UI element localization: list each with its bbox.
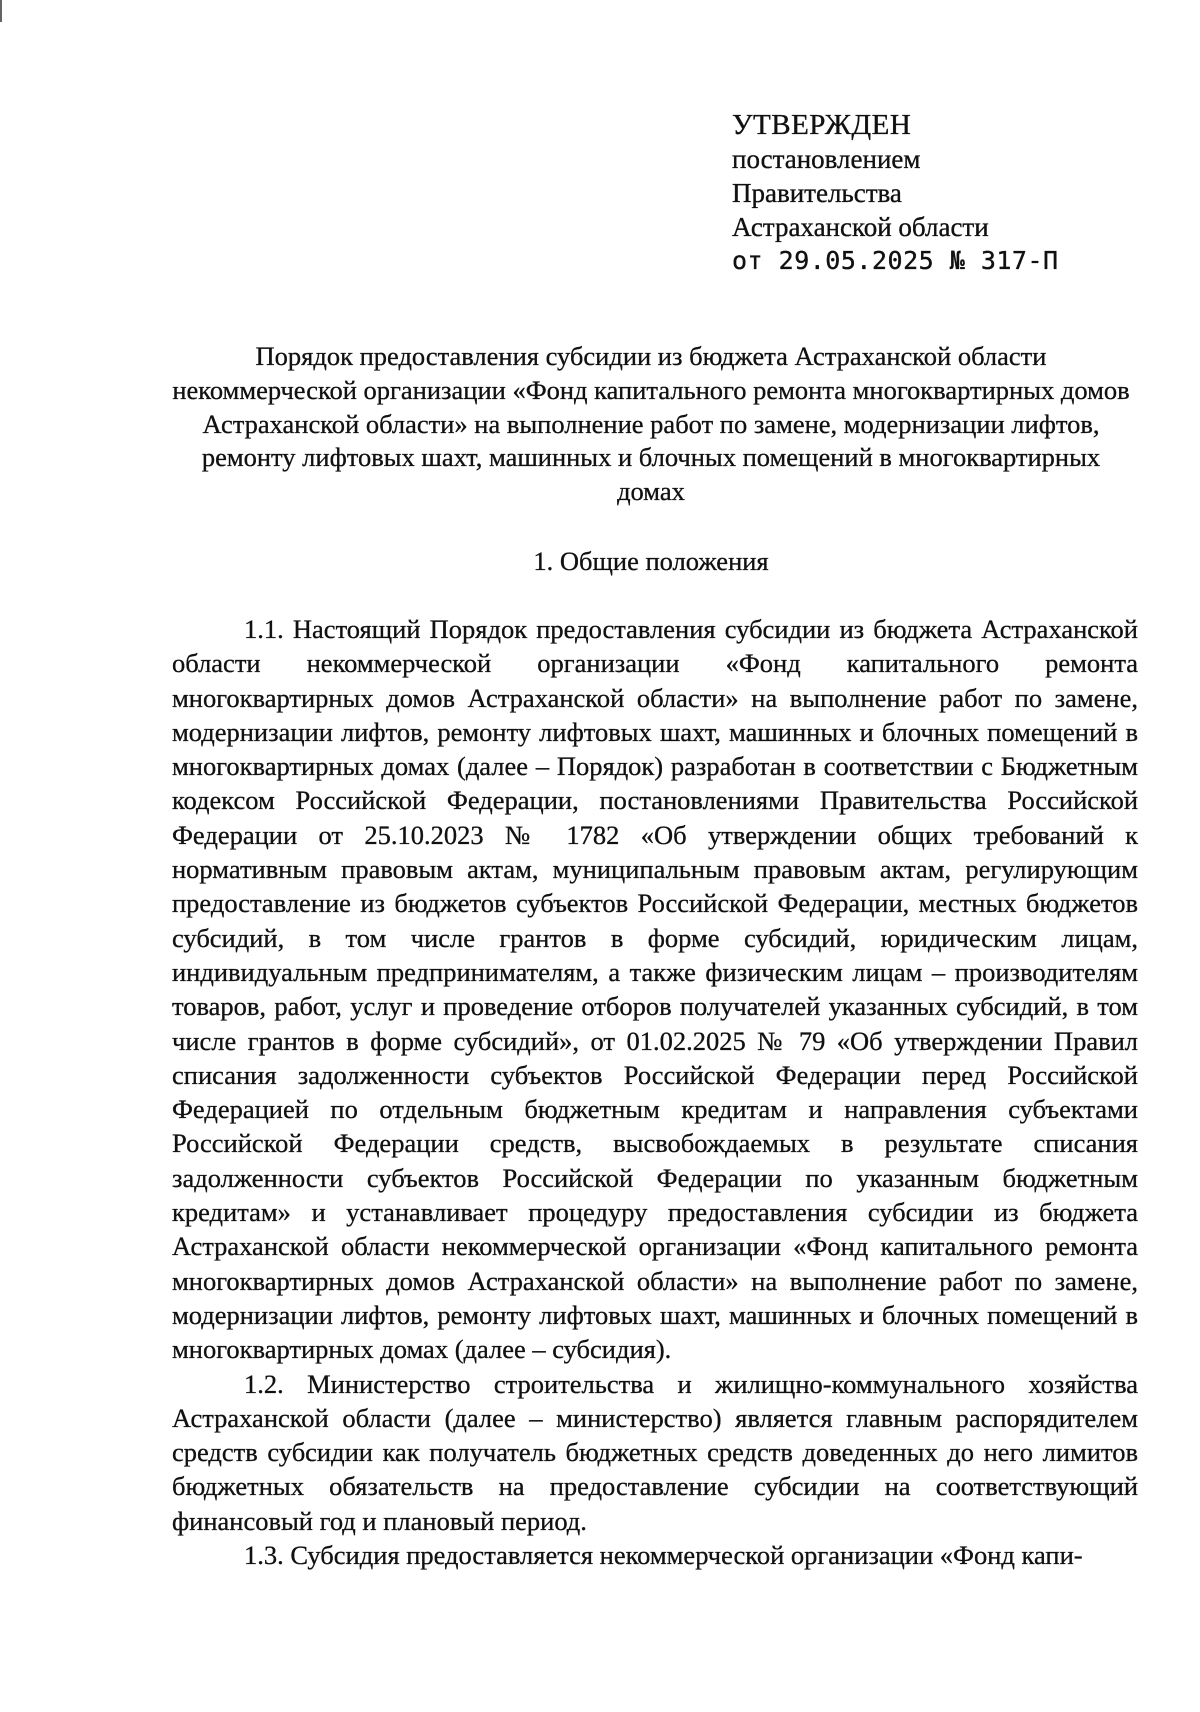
approval-title: УТВЕРЖДЕН bbox=[732, 109, 912, 141]
document-body bbox=[172, 612, 1138, 1572]
approval-block bbox=[732, 108, 1059, 278]
paragraph-1-2: 1.2. Министерство строительства и жилищно-коммунального хозяйства Астраханской области (далее – министерство) является главным распорядителем средств субсидии как получатель бюджетных средств доведенных до него лимитов бюджетных обязательств на предоставление субсидии на соответствующий финансовый год и плановый период. bbox=[172, 1368, 1138, 1536]
approval-line-2: Правительства bbox=[732, 178, 902, 208]
approval-line-1: постановлением bbox=[732, 144, 921, 174]
paragraph-1-3: 1.3. Субсидия предоставляется некоммерческой организации «Фонд капи- bbox=[244, 1540, 1083, 1571]
paragraph-1-1: 1.1. Настоящий Порядок предоставления субсидии из бюджета Астраханской области некоммерческой организации «Фонд капитального ремонта многоквартирных домов Астраханской области» на выполнение работ по замене, модернизации лифтов, ремонту лифтовых шахт, машинных и блочных помещений в многоквартирных домах (далее – Порядок) разработан в соответствии с Бюджетным кодексом Российской Федерации, постановлениями Правительства Российской Федерации от 25.10.2023 № 1782 «Об утверждении общих требований к нормативным правовым актам, муниципальным правовым актам, регулирующим предоставление из бюджетов субъектов Российской Федерации, местных бюджетов субсидий, в том числе грантов в форме субсидий, юридическим лицам, индивидуальным предпринимателям, а также физическим лицам – производителям товаров, работ, услуг и проведение отборов получателей указанных субсидий, в том числе грантов в форме субсидий», от 01.02.2025 № 79 «Об утверждении Правил списания задолженности субъектов Российской Федерации перед Российской Федерацией по отдельным бюджетным кредитам и направления субъектами Российской Федерации средств, высвобождаемых в результате списания задолженности субъектов Российской Федерации по указанным бюджетным кредитам» и устанавливает процедуру предоставления субсидии из бюджета Астраханской области некоммерческой организации «Фонд капитального ремонта многоквартирных домов Астраханской области» на выполнение работ по замене, модернизации лифтов, ремонту лифтовых шахт, машинных и блочных помещений в многоквартирных домах (далее – субсидия). bbox=[172, 614, 1138, 1365]
approval-line-3: Астраханской области bbox=[732, 212, 989, 242]
approval-decree-number: от 29.05.2025 № 317-П bbox=[732, 246, 1059, 275]
document-title: Порядок предоставления субсидии из бюджета Астраханской области некоммерческой организации «Фонд капитального ремонта многоквартирных домов Астраханской области» на выполнение работ по замене, модернизации лифтов, ремонту лифтовых шахт, машинных и блочных помещений в многоквартирных домах bbox=[172, 341, 1130, 507]
scan-corner-mark bbox=[0, 0, 22, 22]
section-heading: 1. Общие положения bbox=[533, 546, 769, 576]
